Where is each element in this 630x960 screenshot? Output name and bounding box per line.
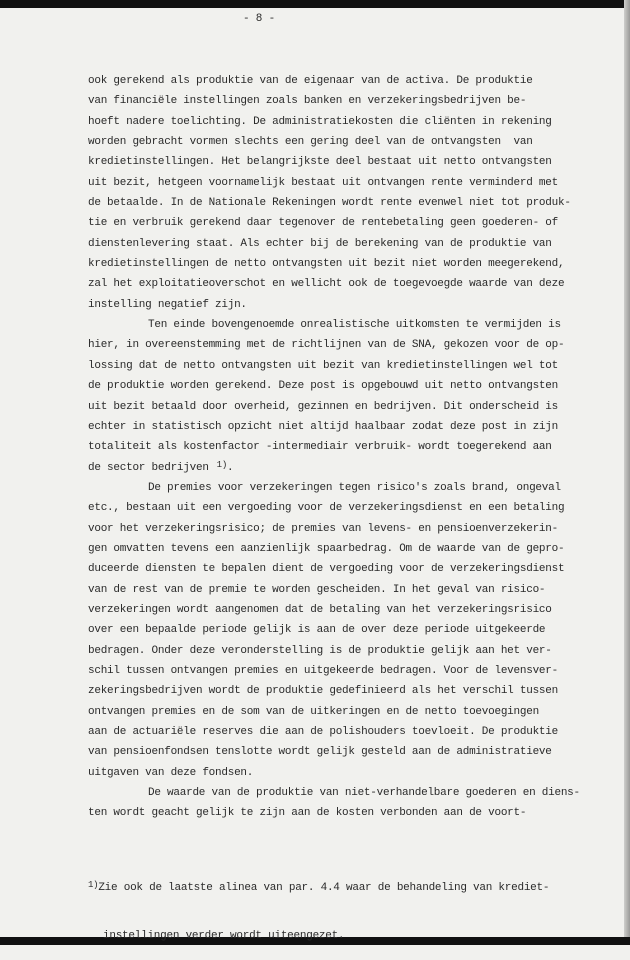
text-line-content: zekeringsbedrijven wordt de produktie gedefinieerd als het verschil tussen	[88, 685, 558, 698]
text-line	[88, 783, 628, 803]
text-line	[88, 132, 628, 152]
text-line	[88, 356, 628, 376]
footnote-text: Zie ook de laatste alinea van par. 4.4 waar de behandeling van krediet-	[98, 882, 550, 894]
footnote-line-2: instellingen verder wordt uiteengezet.	[103, 930, 345, 942]
text-line	[88, 458, 628, 478]
text-line-content: De waarde van de produktie van niet-verhandelbare goederen en diens-	[148, 787, 580, 800]
text-line-content: schil tussen ontvangen premies en uitgekeerde bedragen. Voor de levensver-	[88, 664, 558, 677]
text-line	[88, 681, 628, 701]
text-line-content: worden gebracht vormen slechts een gering deel van de ontvangsten van	[88, 136, 533, 149]
text-line-content: bedragen. Onder deze veronderstelling is de produktie gelijk aan het ver-	[88, 644, 552, 657]
text-line-content: de produktie worden gerekend. Deze post is opgebouwd uit netto ontvangsten	[88, 380, 558, 393]
text-line-content: de sector bedrijven	[88, 461, 209, 474]
text-line	[88, 519, 628, 539]
text-line-content: dienstenlevering staat. Als echter bij de berekening van de produktie van	[88, 237, 552, 250]
text-line	[88, 559, 628, 579]
text-line	[88, 478, 628, 498]
text-line-content: van pensioenfondsen tenslotte wordt gelijk gesteld aan de administratieve	[88, 746, 552, 759]
text-line-content: instelling negatief zijn.	[88, 298, 247, 311]
text-line-content: verzekeringen wordt aangenomen dat de betaling van het verzekeringsrisico	[88, 603, 552, 616]
text-line	[88, 213, 628, 233]
text-line	[88, 661, 628, 681]
text-line	[88, 437, 628, 457]
text-line	[88, 417, 628, 437]
text-line	[88, 763, 628, 783]
text-line-content: ook gerekend als produktie van de eigenaar van de activa. De produktie	[88, 75, 533, 87]
text-line-content: uit bezit, hetgeen voornamelijk bestaat uit ontvangen rente verminderd met	[88, 176, 558, 189]
text-line	[88, 620, 628, 640]
text-line-content: tie en verbruik gerekend daar tegenover de rentebetaling geen goederen- of	[88, 217, 558, 230]
footnote-reference: 1)	[216, 459, 227, 470]
text-line	[88, 600, 628, 620]
text-line	[88, 295, 628, 315]
text-line-content: duceerde diensten te bepalen dient de vergoeding voor de verzekeringsdienst	[88, 563, 565, 576]
footnote-marker: 1)	[88, 880, 99, 890]
text-line-content: gen omvatten tevens een aanzienlijk spaarbedrag. Om de waarde van de gepro-	[88, 542, 565, 555]
text-line-content: voor het verzekeringsrisico; de premies van levens- en pensioenverzekerin-	[88, 522, 558, 535]
text-line	[88, 742, 628, 762]
text-line	[88, 173, 628, 193]
text-line-content: kredietinstellingen. Het belangrijkste deel bestaat uit netto ontvangsten	[88, 156, 552, 169]
text-line-content: hier, in overeenstemming met de richtlijnen van de SNA, gekozen voor de op-	[88, 339, 565, 352]
text-line-content: van financiële instellingen zoals banken en verzekeringsbedrijven be-	[88, 95, 527, 108]
text-line-content: kredietinstellingen de netto ontvangsten uit bezit niet worden meegerekend,	[88, 258, 565, 271]
text-line-content: van de rest van de premie te worden gescheiden. In het geval van risico-	[88, 583, 546, 596]
text-line	[88, 335, 628, 355]
text-line-content: hoeft nadere toelichting. De administratiekosten die cliënten in rekening	[88, 115, 552, 128]
footnote-line-1	[88, 880, 549, 896]
text-line	[88, 641, 628, 661]
text-line	[88, 498, 628, 518]
scan-top-border	[0, 0, 630, 8]
text-line	[88, 234, 628, 254]
footnote	[88, 848, 549, 960]
text-line-content: ten wordt geacht gelijk te zijn aan de kosten verbonden aan de voort-	[88, 807, 527, 820]
punctuation: .	[226, 461, 234, 474]
text-line-content: Ten einde bovengenoemde onrealistische uitkomsten te vermijden is	[148, 319, 561, 332]
text-line	[88, 71, 628, 91]
text-line	[88, 539, 628, 559]
text-line-content: uitgaven van deze fondsen.	[88, 766, 254, 779]
text-line	[88, 803, 628, 823]
text-line	[88, 254, 628, 274]
text-line	[88, 722, 628, 742]
text-line-content: etc., bestaan uit een vergoeding voor de verzekeringsdienst en een betaling	[88, 502, 565, 515]
body-text	[88, 71, 628, 824]
text-line	[88, 91, 628, 111]
text-line-content: lossing dat de netto ontvangsten uit bezit van kredietinstellingen wel tot	[88, 359, 558, 372]
text-line-content: ontvangen premies en de som van de uitkeringen en de netto toevoegingen	[88, 705, 539, 718]
text-line-content: De premies voor verzekeringen tegen risico's zoals brand, ongeval	[148, 481, 561, 494]
text-line-content: aan de actuariële reserves die aan de polishouders toevloeit. De produktie	[88, 726, 558, 738]
text-line	[88, 315, 628, 335]
text-line	[88, 152, 628, 172]
text-line-content: totaliteit als kostenfactor -intermediair verbruik- wordt toegerekend aan	[88, 441, 552, 454]
text-line	[88, 112, 628, 132]
text-line-content: echter in statistisch opzicht niet altijd haalbaar zodat deze post in zijn	[88, 420, 558, 433]
text-line	[88, 702, 628, 722]
page-number: - 8 -	[243, 13, 276, 25]
text-line	[88, 397, 628, 417]
text-line	[88, 274, 628, 294]
text-line-content: over een bepaalde periode gelijk is aan de over deze periode uitgekeerde	[88, 624, 546, 637]
text-line-content: uit bezit betaald door overheid, gezinnen en bedrijven. Dit onderscheid is	[88, 400, 558, 413]
text-line-content: zal het exploitatieoverschot en wellicht ook de toegevoegde waarde van deze	[88, 278, 565, 291]
text-line	[88, 580, 628, 600]
text-line	[88, 193, 628, 213]
text-line-content: de betaalde. In de Nationale Rekeningen wordt rente evenwel niet tot produk-	[88, 197, 571, 210]
text-line	[88, 376, 628, 396]
